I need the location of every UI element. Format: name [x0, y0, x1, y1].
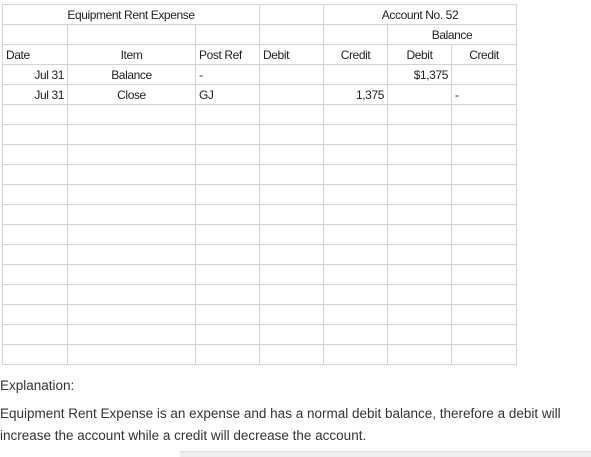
empty-cell[interactable]: [388, 165, 452, 185]
empty-cell[interactable]: [196, 265, 260, 285]
column-header-balance-debit: Debit: [388, 45, 452, 65]
empty-cell[interactable]: [260, 245, 324, 265]
column-header-date: Date: [3, 45, 68, 65]
row-credit[interactable]: [324, 65, 388, 85]
empty-cell[interactable]: [68, 105, 196, 125]
empty-ledger-row: [3, 125, 517, 145]
empty-cell[interactable]: [3, 105, 68, 125]
empty-cell[interactable]: [260, 265, 324, 285]
column-header-item: Item: [68, 45, 196, 65]
empty-cell[interactable]: [388, 245, 452, 265]
empty-ledger-row: [3, 265, 517, 285]
empty-ledger-row: [3, 285, 517, 305]
empty-ledger-row: [3, 185, 517, 205]
bottom-divider: [180, 451, 591, 457]
empty-cell[interactable]: [324, 325, 388, 345]
empty-cell[interactable]: [452, 345, 517, 365]
empty-cell[interactable]: [260, 185, 324, 205]
empty-cell[interactable]: [388, 205, 452, 225]
empty-cell[interactable]: [324, 285, 388, 305]
ledger-table: [2, 4, 517, 365]
row-post-ref[interactable]: -: [196, 65, 260, 85]
empty-cell[interactable]: [260, 205, 324, 225]
empty-cell[interactable]: [260, 145, 324, 165]
empty-ledger-row: [3, 165, 517, 185]
empty-cell[interactable]: [68, 285, 196, 305]
empty-cell[interactable]: [452, 165, 517, 185]
explanation-section: [0, 375, 591, 447]
empty-cell[interactable]: [452, 245, 517, 265]
empty-cell[interactable]: [196, 225, 260, 245]
empty-cell[interactable]: [3, 25, 68, 45]
empty-cell[interactable]: [324, 265, 388, 285]
empty-ledger-row: [3, 145, 517, 165]
row-credit[interactable]: 1,375: [324, 85, 388, 105]
row-date[interactable]: Jul 31: [3, 65, 68, 85]
empty-cell[interactable]: [260, 285, 324, 305]
empty-cell[interactable]: [452, 105, 517, 125]
empty-cell[interactable]: [452, 285, 517, 305]
empty-cell[interactable]: [68, 165, 196, 185]
empty-cell[interactable]: [196, 125, 260, 145]
empty-cell[interactable]: [196, 325, 260, 345]
row-balance-debit[interactable]: $1,375: [388, 65, 452, 85]
empty-cell[interactable]: [324, 185, 388, 205]
empty-cell[interactable]: [260, 225, 324, 245]
empty-cell[interactable]: [3, 265, 68, 285]
empty-cell[interactable]: [68, 345, 196, 365]
empty-cell[interactable]: [3, 305, 68, 325]
empty-cell[interactable]: [324, 205, 388, 225]
empty-cell[interactable]: [68, 25, 196, 45]
empty-ledger-row: [3, 105, 517, 125]
empty-cell[interactable]: [196, 185, 260, 205]
empty-cell[interactable]: [452, 225, 517, 245]
explanation-label: Explanation:: [0, 378, 75, 393]
row-item[interactable]: Balance: [68, 65, 196, 85]
empty-cell[interactable]: [388, 305, 452, 325]
empty-cell[interactable]: [388, 145, 452, 165]
empty-cell[interactable]: [3, 325, 68, 345]
empty-ledger-row: [3, 305, 517, 325]
empty-cell[interactable]: [388, 185, 452, 205]
column-header-debit: Debit: [260, 45, 324, 65]
column-header-credit: Credit: [324, 45, 388, 65]
row-item[interactable]: Close: [68, 85, 196, 105]
empty-cell[interactable]: [324, 145, 388, 165]
column-header-post-ref: Post Ref: [196, 45, 260, 65]
ledger-row: [3, 65, 517, 85]
empty-cell[interactable]: [452, 185, 517, 205]
empty-cell[interactable]: [260, 305, 324, 325]
empty-cell[interactable]: [452, 125, 517, 145]
empty-cell[interactable]: [452, 305, 517, 325]
empty-cell[interactable]: [260, 125, 324, 145]
empty-cell[interactable]: [452, 265, 517, 285]
empty-cell[interactable]: [260, 325, 324, 345]
empty-ledger-row: [3, 345, 517, 365]
empty-cell[interactable]: [324, 345, 388, 365]
empty-cell[interactable]: [196, 105, 260, 125]
row-balance-credit[interactable]: -: [452, 85, 517, 105]
account-title: Equipment Rent Expense: [3, 5, 260, 25]
empty-cell[interactable]: [260, 25, 324, 45]
row-post-ref[interactable]: GJ: [196, 85, 260, 105]
empty-cell[interactable]: [260, 5, 324, 25]
empty-cell[interactable]: [196, 25, 260, 45]
row-balance-credit[interactable]: [452, 65, 517, 85]
empty-cell[interactable]: [68, 145, 196, 165]
balance-header-row: [3, 25, 517, 45]
empty-cell[interactable]: [68, 205, 196, 225]
empty-cell[interactable]: [68, 245, 196, 265]
empty-cell[interactable]: [260, 165, 324, 185]
empty-cell[interactable]: [3, 205, 68, 225]
empty-cell[interactable]: [452, 325, 517, 345]
empty-cell[interactable]: [68, 185, 196, 205]
empty-cell[interactable]: [388, 325, 452, 345]
empty-cell[interactable]: [3, 225, 68, 245]
empty-cell[interactable]: [3, 165, 68, 185]
row-date[interactable]: Jul 31: [3, 85, 68, 105]
empty-cell[interactable]: [3, 345, 68, 365]
empty-cell[interactable]: [196, 165, 260, 185]
empty-cell[interactable]: [324, 105, 388, 125]
empty-cell[interactable]: [452, 145, 517, 165]
empty-cell[interactable]: [196, 345, 260, 365]
column-header-balance-credit: Credit: [452, 45, 517, 65]
empty-cell[interactable]: [324, 305, 388, 325]
empty-cell[interactable]: [324, 225, 388, 245]
empty-cell[interactable]: [388, 265, 452, 285]
row-balance-debit[interactable]: [388, 85, 452, 105]
empty-cell[interactable]: [196, 245, 260, 265]
empty-cell[interactable]: [196, 285, 260, 305]
empty-cell[interactable]: [388, 225, 452, 245]
empty-ledger-row: [3, 225, 517, 245]
empty-ledger-row: [3, 245, 517, 265]
row-debit[interactable]: [260, 65, 324, 85]
empty-cell[interactable]: [388, 285, 452, 305]
empty-cell[interactable]: [68, 225, 196, 245]
empty-cell[interactable]: [388, 345, 452, 365]
empty-cell[interactable]: [3, 245, 68, 265]
empty-ledger-row: [3, 325, 517, 345]
empty-cell[interactable]: [196, 305, 260, 325]
empty-cell[interactable]: [324, 165, 388, 185]
title-row: [3, 5, 517, 25]
empty-ledger-row: [3, 205, 517, 225]
empty-cell[interactable]: [260, 345, 324, 365]
balance-header: Balance: [388, 25, 517, 45]
empty-cell[interactable]: [68, 265, 196, 285]
empty-cell[interactable]: [3, 185, 68, 205]
empty-cell[interactable]: [324, 245, 388, 265]
empty-cell[interactable]: [388, 105, 452, 125]
account-number: Account No. 52: [324, 5, 517, 25]
empty-cell[interactable]: [324, 125, 388, 145]
empty-cell[interactable]: [196, 145, 260, 165]
empty-cell[interactable]: [452, 205, 517, 225]
empty-cell[interactable]: [260, 105, 324, 125]
empty-cell[interactable]: [388, 125, 452, 145]
row-debit[interactable]: [260, 85, 324, 105]
empty-cell[interactable]: [3, 125, 68, 145]
empty-cell[interactable]: [3, 285, 68, 305]
empty-cell[interactable]: [68, 325, 196, 345]
empty-cell[interactable]: [68, 125, 196, 145]
empty-cell[interactable]: [324, 25, 388, 45]
empty-cell[interactable]: [68, 305, 196, 325]
ledger-row: [3, 85, 517, 105]
empty-cell[interactable]: [3, 145, 68, 165]
explanation-text: Equipment Rent Expense is an expense and has a normal debit balance, therefore a debit will increase the account while a credit will decrease the account.: [0, 406, 561, 443]
column-header-row: [3, 45, 517, 65]
empty-cell[interactable]: [196, 205, 260, 225]
